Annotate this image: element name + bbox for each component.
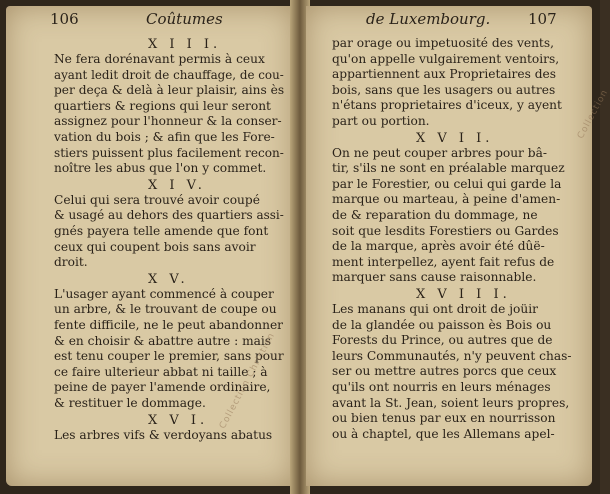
text-line: ce faire ulterieur abbat ni taille ; à	[54, 364, 268, 379]
text-line: & restituer le dommage.	[54, 396, 206, 410]
left-page-number: 106	[50, 10, 79, 28]
text-line: & en choisir & abattre autre : mais	[54, 333, 272, 348]
text-line: appartiennent aux Proprietaires des	[332, 67, 556, 82]
text-line: marque ou marteau, à peine d'amen-	[332, 192, 561, 207]
text-line: assignez pour l'honneur & la conser-	[54, 114, 282, 129]
text-line: L'usager ayant commencé à couper	[54, 286, 274, 301]
text-line: droit.	[54, 255, 88, 270]
text-line: part ou portion.	[332, 114, 430, 128]
right-page	[306, 6, 610, 486]
text-line: de & reparation du dommage, ne	[332, 208, 538, 222]
text-line: tir, s'ils ne sont en préalable marquez	[332, 161, 565, 176]
text-line: ment interpellez, ayent fait refus de	[332, 254, 555, 269]
text-line: ceux qui coupent bois sans avoir	[54, 239, 256, 254]
text-line: par orage ou impetuosité des vents,	[332, 36, 554, 50]
text-line: Forests du Prince, ou autres que de	[332, 333, 553, 348]
text-line: quartiers & regions qui leur seront	[54, 98, 271, 113]
text-line: peine de payer l'amende ordinaire,	[54, 380, 271, 395]
text-line: noître les abus que l'on y commet.	[54, 161, 267, 176]
left-page	[6, 6, 294, 486]
text-line: Les manans qui ont droit de joüir	[332, 302, 538, 316]
text-line: gnés payera telle amende que font	[54, 224, 269, 238]
text-line: vation du bois ; & afin que les Fore-	[54, 130, 275, 144]
text-line: ou à chaptel, que les Allemans apel-	[332, 426, 555, 441]
text-line: qu'on appelle vulgairement ventoirs,	[332, 51, 560, 66]
text-line: est tenu couper le premier, sans pour	[54, 349, 284, 364]
text-line: soit que lesdits Forestiers ou Gardes	[332, 223, 559, 238]
section-heading: X V I I I.	[416, 287, 511, 302]
text-line: ser ou mettre autres porcs que ceux	[332, 364, 557, 379]
text-line: fente difficile, ne le peut abandonner	[54, 318, 284, 332]
text-line: bois, sans que les usagers ou autres	[332, 82, 556, 97]
left-watermark: Collection Christian	[218, 331, 278, 431]
right-running-head: de Luxembourg.	[366, 10, 491, 28]
section-heading: X I I I.	[148, 37, 222, 52]
section-heading: X I V.	[148, 177, 206, 193]
left-running-head: Coûtumes	[146, 10, 223, 28]
right-watermark: Collection	[576, 87, 610, 141]
text-line: & usagé au dehors des quartiers assi-	[54, 208, 284, 223]
right-page-number: 107	[528, 10, 557, 28]
text-line: qu'ils ont nourris en leurs ménages	[332, 380, 551, 394]
text-line: leurs Communautés, n'y peuvent chas-	[332, 348, 572, 363]
text-line: ayant ledit droit de chauffage, de cou-	[54, 67, 284, 82]
text-line: marquer sans cause raisonnable.	[332, 270, 537, 285]
section-heading: X V I.	[148, 412, 209, 428]
text-line: stiers puissent plus facilement recon-	[54, 145, 284, 160]
text-line: par le Forestier, ou celui qui garde la	[332, 176, 562, 191]
section-heading: X V.	[148, 271, 189, 287]
text-line: On ne peut couper arbres pour bâ-	[332, 145, 547, 160]
text-line: Celui qui sera trouvé avoir coupé	[54, 192, 260, 207]
text-line: ou bien tenus par eux en nourrisson	[332, 411, 556, 426]
text-line: de la glandée ou paisson ès Bois ou	[332, 317, 552, 332]
text-line: n'étans proprietaires d'iceux, y ayent	[332, 98, 562, 113]
text-line: Les arbres vifs & verdoyans abatus	[54, 427, 273, 442]
section-heading: X V I I.	[416, 130, 494, 146]
text-line: avant la St. Jean, soient leurs propres,	[332, 395, 570, 410]
text-line: un arbre, & le trouvant de coupe ou	[54, 302, 277, 317]
text-line: Ne fera dorénavant permis à ceux	[54, 52, 265, 66]
text-line: de la marque, après avoir été dûë-	[332, 239, 545, 254]
text-line: per deça & delà à leur plaisir, ains ès	[54, 83, 285, 98]
